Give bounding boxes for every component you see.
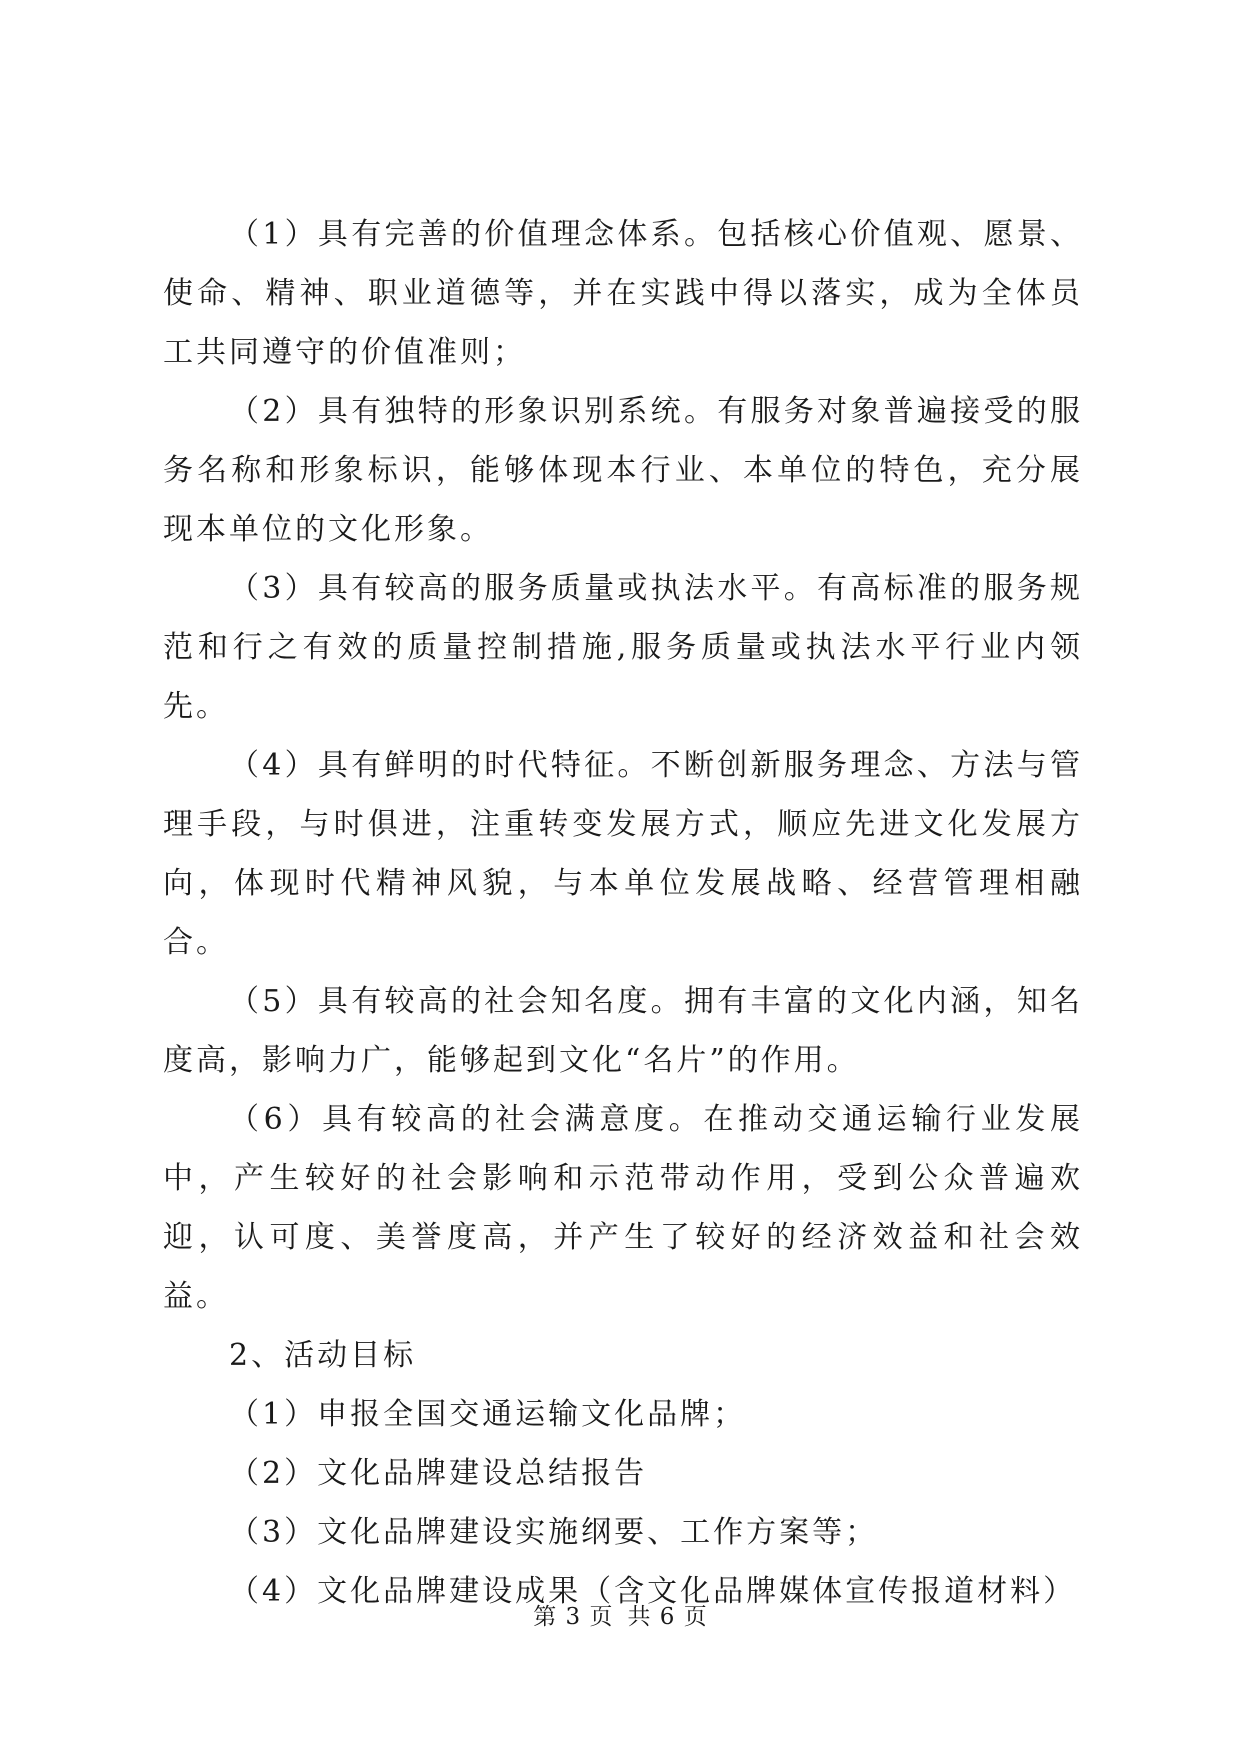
paragraph-image-identity: （2）具有独特的形象识别系统。有服务对象普遍接受的服务名称和形象标识，能够体现本行业、本单位的特色，充分展现本单位的文化形象。 <box>163 394 1083 547</box>
page-footer <box>0 1598 1241 1631</box>
paragraph-era-features: （4）具有鲜明的时代特征。不断创新服务理念、方法与管理手段，与时俱进，注重转变发展方式，顺应先进文化发展方向，体现时代精神风貌，与本单位发展战略、经营管理相融合。 <box>163 748 1083 960</box>
goal-item: （4）文化品牌建设成果（含文化品牌媒体宣传报道材料） <box>229 1574 1077 1609</box>
goal-item: （1）申报全国交通运输文化品牌； <box>229 1397 747 1432</box>
goal-item: （2）文化品牌建设总结报告 <box>229 1456 648 1491</box>
paragraph-social-satisfaction: （6）具有较高的社会满意度。在推动交通运输行业发展中，产生较好的社会影响和示范带动作用，受到公众普遍欢迎，认可度、美誉度高，并产生了较好的经济效益和社会效益。 <box>163 1102 1083 1314</box>
paragraph-social-reputation: （5）具有较高的社会知名度。拥有丰富的文化内涵，知名度高，影响力广，能够起到文化“名片”的作用。 <box>163 984 1083 1078</box>
page-total: 共 6 页 <box>627 1604 708 1630</box>
page-number: 第 3 页 <box>533 1604 614 1630</box>
section-heading: 2、活动目标 <box>229 1338 417 1373</box>
paragraph-value-system: （1）具有完善的价值理念体系。包括核心价值观、愿景、使命、精神、职业道德等，并在实践中得以落实，成为全体员工共同遵守的价值准则； <box>163 217 1083 370</box>
document-body <box>163 205 1083 1621</box>
goal-item: （3）文化品牌建设实施纲要、工作方案等； <box>229 1515 879 1550</box>
paragraph-service-quality: （3）具有较高的服务质量或执法水平。有高标准的服务规范和行之有效的质量控制措施,服务质量或执法水平行业内领先。 <box>163 571 1083 724</box>
